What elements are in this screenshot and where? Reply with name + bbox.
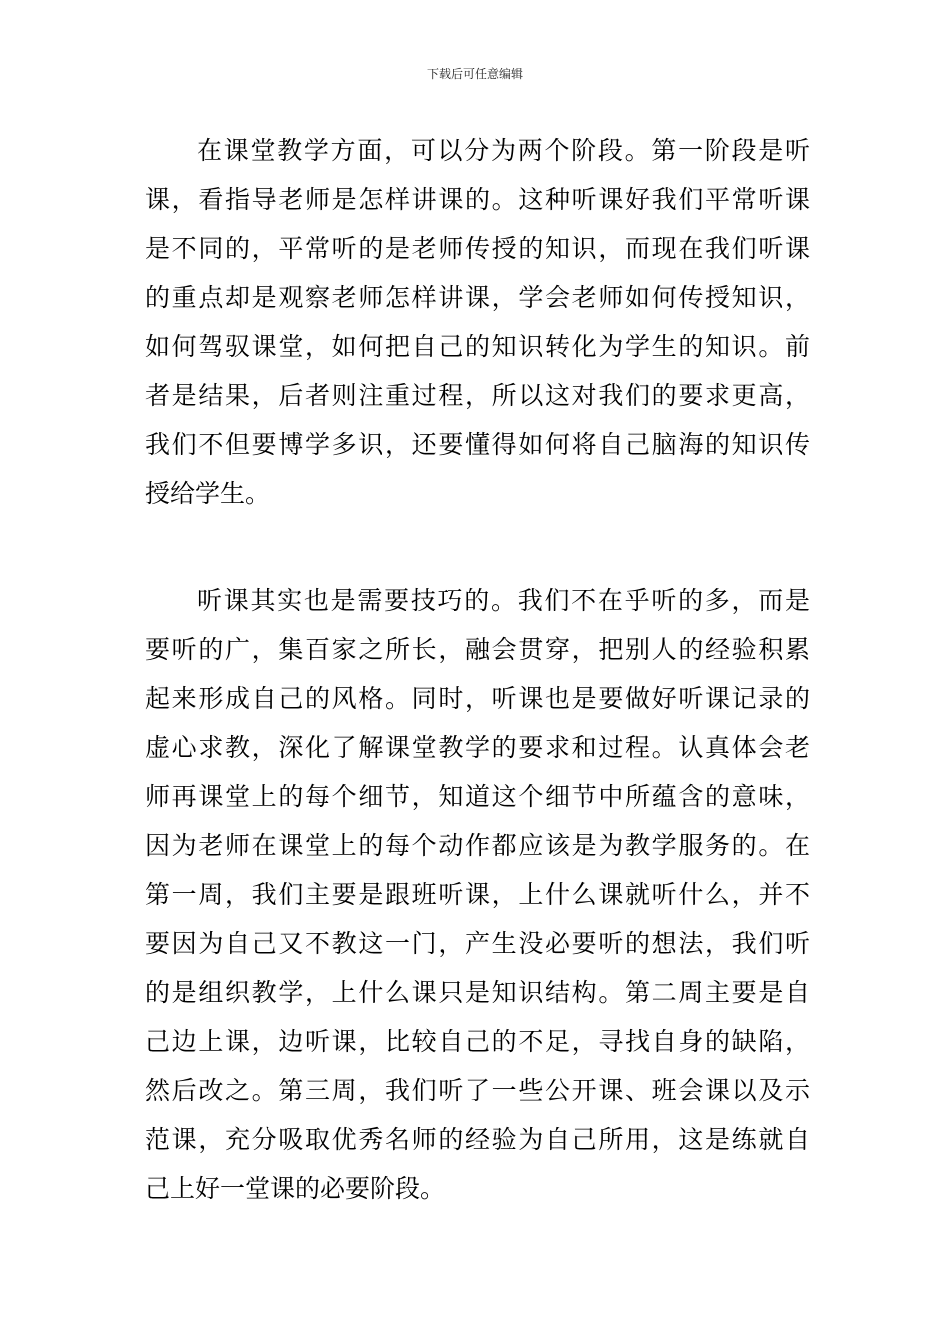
paragraph-line: 的是组织教学，上什么课只是知识结构。第二周主要是自 — [145, 978, 810, 1007]
page-header: 下载后可任意编辑 — [426, 67, 523, 81]
paragraph-line: 然后改之。第三周，我们听了一些公开课、班会课以及示 — [145, 1076, 810, 1105]
paragraph-line: 如何驾驭课堂，如何把自己的知识转化为学生的知识。前 — [145, 332, 810, 361]
paragraph-line: 第一周，我们主要是跟班听课，上什么课就听什么，并不 — [145, 880, 810, 909]
paragraph-line: 起来形成自己的风格。同时，听课也是要做好听课记录的 — [145, 684, 810, 713]
paragraph-line: 因为老师在课堂上的每个动作都应该是为教学服务的。在 — [145, 831, 810, 860]
paragraph-line: 要因为自己又不教这一门，产生没必要听的想法，我们听 — [145, 929, 810, 958]
paragraph-line: 己边上课，边听课，比较自己的不足，寻找自身的缺陷， — [145, 1027, 810, 1056]
paragraph-line: 是不同的，平常听的是老师传授的知识，而现在我们听课 — [145, 234, 810, 263]
paragraph-line: 者是结果，后者则注重过程，所以这对我们的要求更高， — [145, 381, 810, 410]
paragraph-line: 范课，充分吸取优秀名师的经验为自己所用，这是练就自 — [145, 1125, 810, 1154]
paragraph-line: 己上好一堂课的必要阶段。 — [145, 1174, 446, 1203]
paragraph-listening-skills — [145, 576, 810, 1213]
paragraph-line: 授给学生。 — [145, 479, 271, 508]
paragraph-line: 要听的广，集百家之所长，融会贯穿，把别人的经验积累 — [145, 635, 810, 664]
paragraph-line: 师再课堂上的每个细节，知道这个细节中所蕴含的意味， — [145, 782, 810, 811]
paragraph-classroom-teaching — [145, 126, 810, 518]
paragraph-line: 虚心求教，深化了解课堂教学的要求和过程。认真体会老 — [145, 733, 810, 762]
paragraph-line: 的重点却是观察老师怎样讲课，学会老师如何传授知识， — [145, 283, 810, 312]
paragraph-line: 听课其实也是需要技巧的。我们不在乎听的多，而是 — [197, 586, 810, 615]
paragraph-line: 在课堂教学方面，可以分为两个阶段。第一阶段是听 — [197, 136, 810, 165]
paragraph-line: 课，看指导老师是怎样讲课的。这种听课好我们平常听课 — [145, 185, 810, 214]
paragraph-line: 我们不但要博学多识，还要懂得如何将自己脑海的知识传 — [145, 430, 810, 459]
